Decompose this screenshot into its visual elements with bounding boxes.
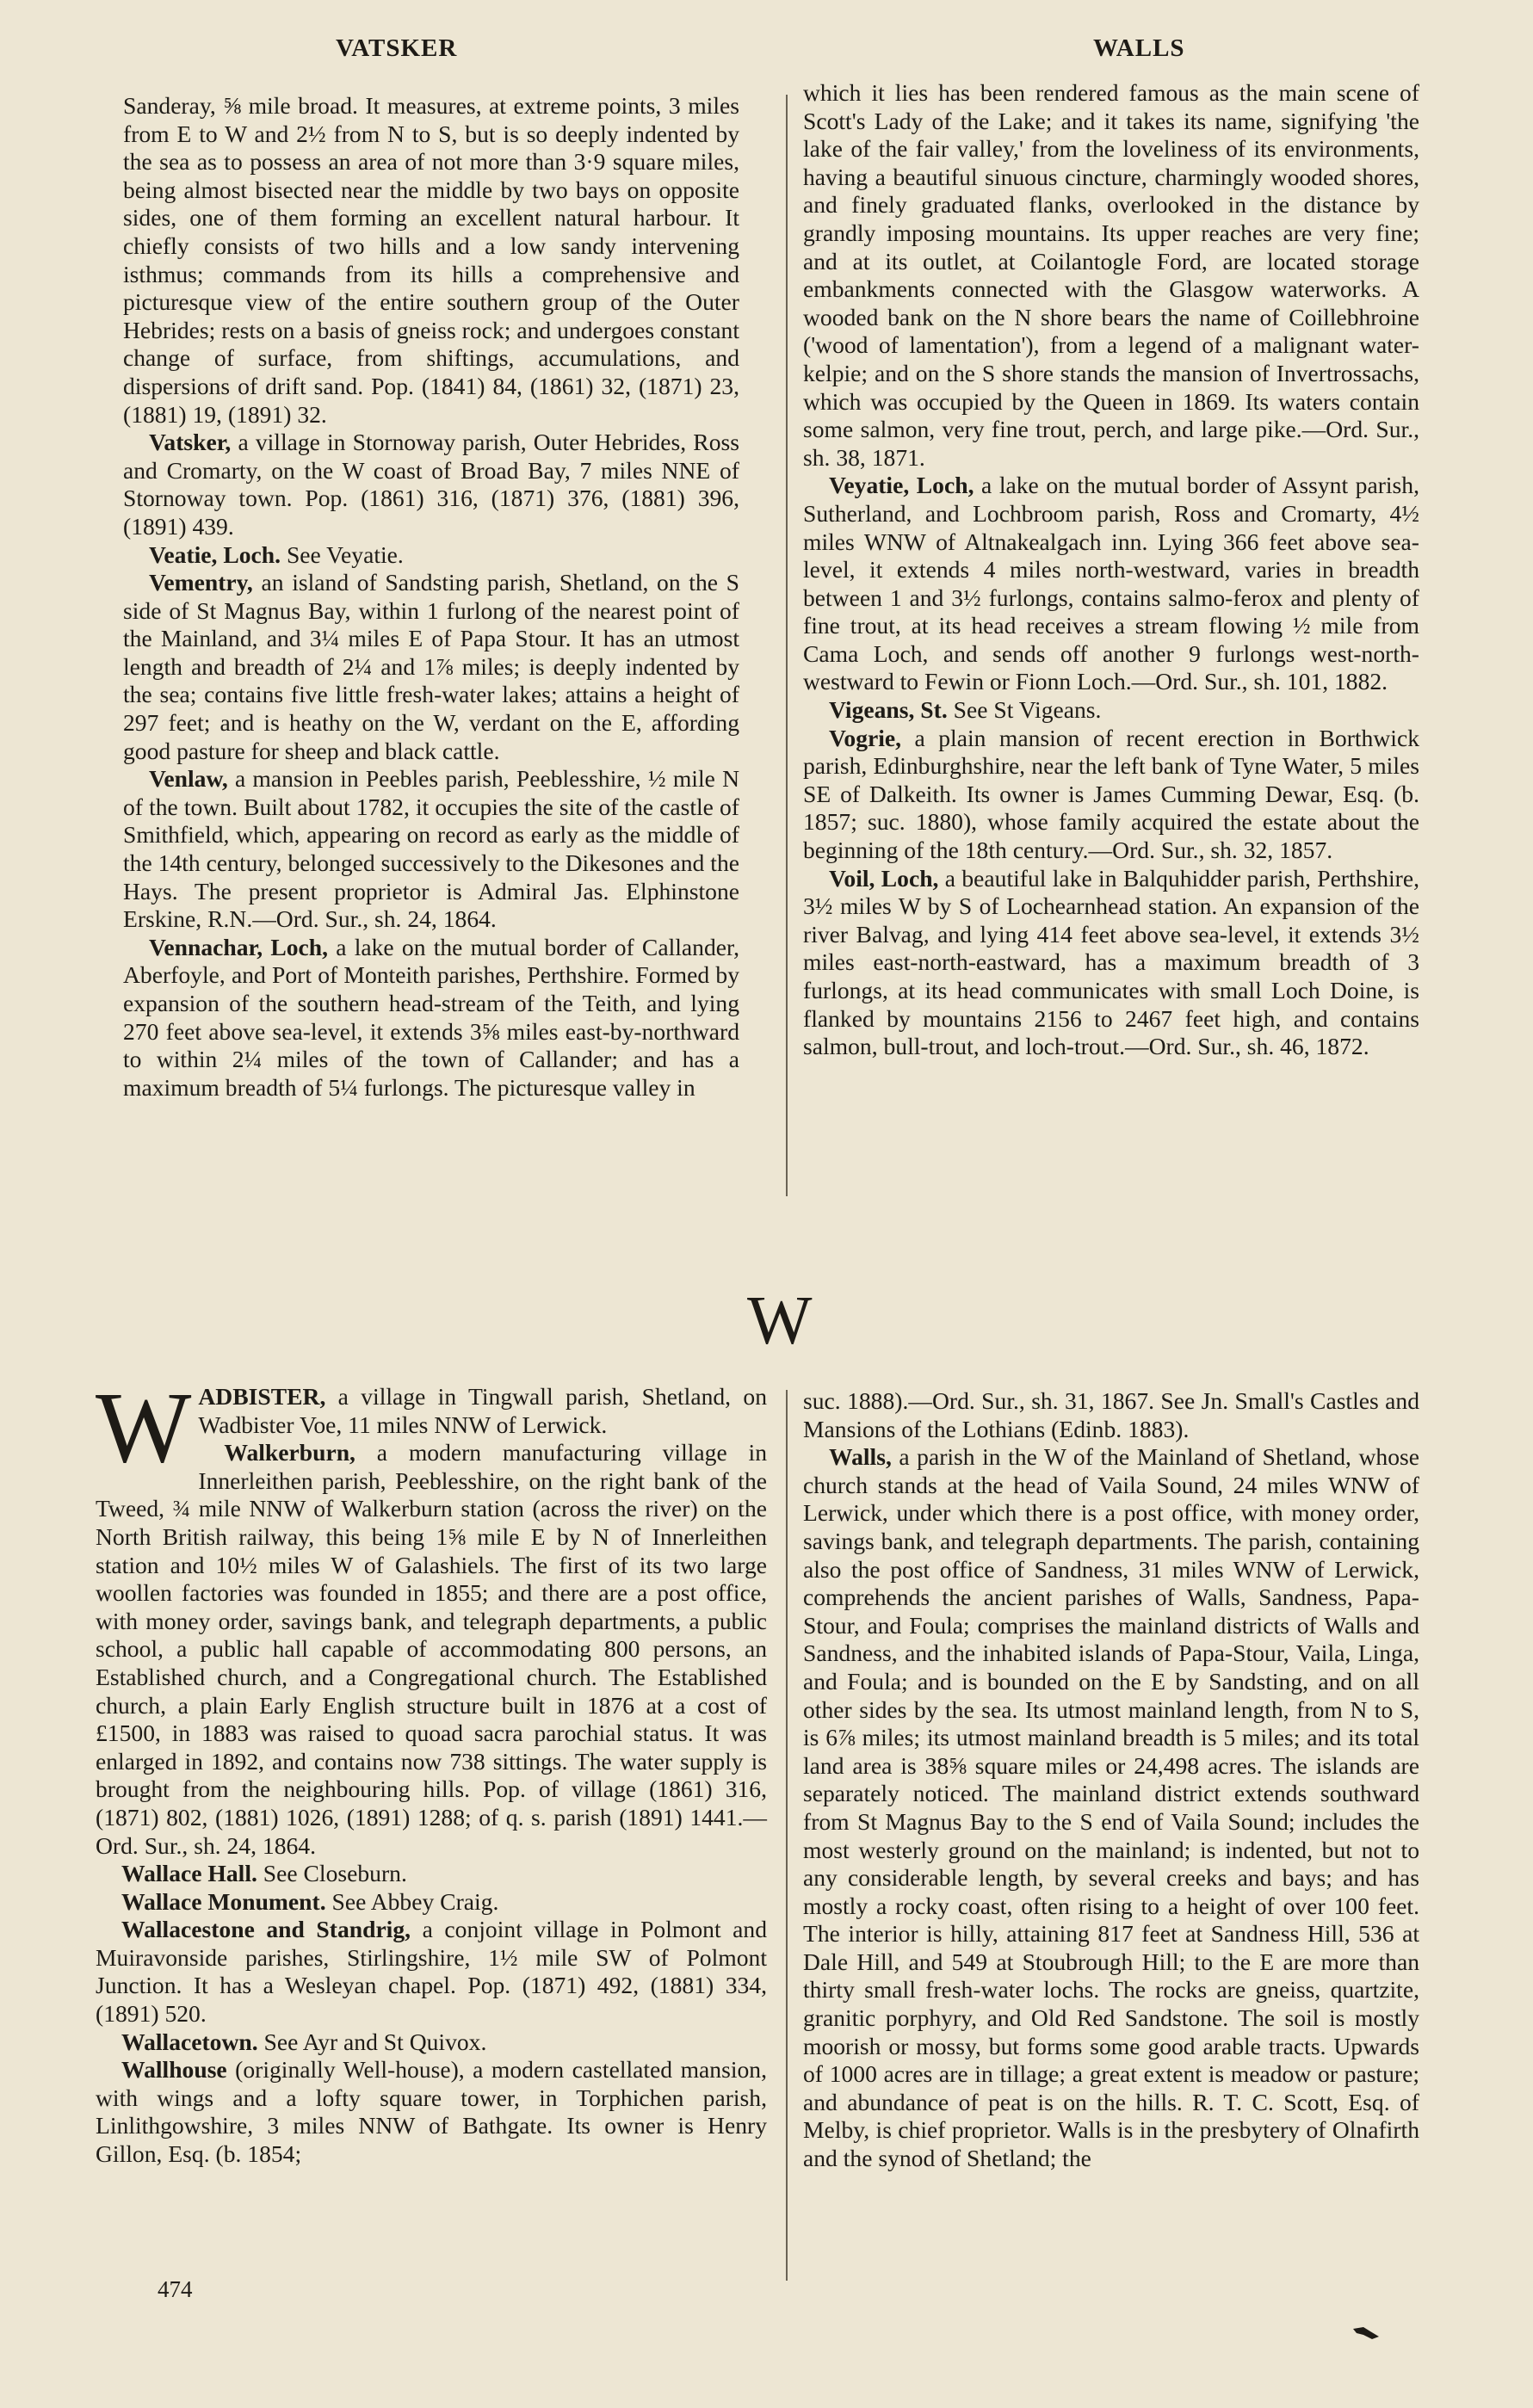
entry-text: a mansion in Peebles parish, Peeblesshire, ½ mile N of the town. Built about 1782, it occupies the site of the castle of Smithfield, which, appearing on record as early as the middle of the 14th century, belonged successively to the Dikesones and the Hays. The present proprietor is Admiral Jas. Elphinstone Erskine, R.N.—Ord. Sur., sh. 24, 1864. bbox=[123, 765, 739, 933]
entry-headword: Voil, Loch, bbox=[829, 864, 939, 892]
entry-text: See Closeburn. bbox=[257, 1860, 407, 1887]
entry-text: a lake on the mutual border of Callander, Aberfoyle, and Port of Monteith parishes, Perthshire. Formed by expansion of the southern head-stream of the Teith, and lying 270 feet above sea-level, it extends 3⅝ miles east-by-northward to within 2¼ miles of the town of Callander; and has a maximum breadth of 5¼ furlongs. The picturesque valley in bbox=[123, 933, 739, 1101]
drop-cap: W bbox=[96, 1371, 192, 1484]
column-top-left bbox=[123, 92, 739, 1102]
entry-headword: Veyatie, Loch, bbox=[829, 472, 974, 499]
entry-text: Sanderay, ⅝ mile broad. It measures, at extreme points, 3 miles from E to W and 2½ from N to S, but is so deeply indented by the sea as to possess an area of not more than 3·9 square miles, being almost bisected near the middle by two bays on opposite sides, one of them forming an excellent natural harbour. It chiefly consists of two hills and a low sandy intervening isthmus; commands from its hills a comprehensive and picturesque view of the entire southern group of the Outer Hebrides; rests on a basis of gneiss rock; and undergoes constant change of surface, from shiftings, accumulations, and dispersions of drift sand. Pop. (1841) 84, (1861) 32, (1871) 23, (1881) 19, (1891) 32. bbox=[123, 92, 739, 428]
entry-headword: Veatie, Loch. bbox=[149, 540, 281, 568]
entry-text: suc. 1888).—Ord. Sur., sh. 31, 1867. See Jn. Small's Castles and Mansions of the Lothians (Edinb. 1883). bbox=[803, 1387, 1419, 1442]
ink-blot-icon bbox=[1351, 2324, 1381, 2341]
gazetteer-entry bbox=[803, 725, 1419, 865]
gazetteer-entry bbox=[123, 541, 739, 570]
column-divider-bottom bbox=[786, 1390, 788, 2281]
gazetteer-entry bbox=[96, 1439, 767, 1860]
entry-text: a village in Tingwall parish, Shetland, on Wadbister Voe, 11 miles NNW of Lerwick. bbox=[198, 1383, 767, 1438]
entry-text: a beautiful lake in Balquhidder parish, Perthshire, 3½ miles W by S of Lochearnhead station. An expansion of the river Balvag, and lying 414 feet above sea-level, it extends 3½ miles east-north-eastward, has a maximum breadth of 3 furlongs, at its head communicates with small Loch Doine, is flanked by mountains 2156 to 2467 feet high, and contains salmon, bull-trout, and loch-trout.—Ord. Sur., sh. 46, 1872. bbox=[803, 864, 1420, 1060]
gazetteer-entry bbox=[803, 79, 1419, 472]
entry-headword: Wallhouse bbox=[121, 2056, 227, 2084]
running-head-right: WALLS bbox=[1093, 34, 1185, 62]
entry-text: See Abbey Craig. bbox=[325, 1887, 499, 1915]
entry-headword: Vementry, bbox=[149, 569, 253, 596]
entry-headword: Wallace Monument. bbox=[121, 1887, 326, 1915]
running-head-left: VATSKER bbox=[336, 34, 458, 62]
column-top-right bbox=[803, 79, 1419, 1061]
entry-headword: Venlaw, bbox=[149, 765, 228, 793]
entry-headword: ADBISTER, bbox=[198, 1383, 326, 1410]
gazetteer-entry bbox=[803, 472, 1419, 696]
entry-headword: Vatsker, bbox=[149, 429, 232, 456]
gazetteer-entry bbox=[123, 569, 739, 765]
gazetteer-entry bbox=[123, 92, 739, 429]
column-bottom-left bbox=[96, 1371, 768, 2169]
entry-text: a lake on the mutual border of Assynt parish, Sutherland, and Lochbroom parish, Ross and Cromarty, 4½ miles WNW of Altnakealgach inn. Lying 366 feet above sea-level, it extends 4 miles north-westward, varies in breadth between 1 and 3½ furlongs, contains salmo-ferox and plenty of fine trout, at its head receives a stream flowing ½ mile from Cama Loch, and sends off another 9 furlongs west-north-westward to Fewin or Fionn Loch.—Ord. Sur., sh. 101, 1882. bbox=[803, 472, 1419, 695]
entry-text: a village in Stornoway parish, Outer Hebrides, Ross and Cromarty, on the W coast of Broad Bay, 7 miles NNE of Stornoway town. Pop. (1861) 316, (1871) 376, (1881) 396, (1891) 439. bbox=[123, 429, 739, 540]
entry-headword: Wallacetown. bbox=[121, 2028, 258, 2055]
gazetteer-entry bbox=[803, 1387, 1419, 1443]
page-number: 474 bbox=[158, 2276, 193, 2302]
entry-headword: Walkerburn, bbox=[224, 1439, 355, 1466]
entry-text: a plain mansion of recent erection in Borthwick parish, Edinburghshire, near the left bank of Tyne Water, 5 miles SE of Dalkeith. Its owner is James Cumming Dewar, Esq. (b. 1857; suc. 1880), whose family acquired the estate about the beginning of the 18th century.—Ord. Sur., sh. 32, 1857. bbox=[803, 724, 1419, 864]
entry-text: a conjoint village in Polmont and Muiravonside parishes, Stirlingshire, 1½ mile SW of Polmont Junction. It has a Wesleyan chapel. Pop. (1871) 492, (1881) 334, (1891) 520. bbox=[96, 1916, 768, 2028]
entry-text: which it lies has been rendered famous as the main scene of Scott's Lady of the Lake; and it takes its name, signifying 'the lake of the fair valley,' from the loveliness of its environments, having a beautiful sinuous cincture, charmingly wooded shores, and finely graduated flanks, overlooked in the distance by grandly imposing mountains. Its upper reaches are very fine; and at its outlet, at Coilantogle Ford, are located storage embankments connected with the Glasgow waterworks. A wooded bank on the N shore bears the name of Coillebhroine ('wood of lamentation'), from a legend of a malignant water-kelpie; and on the S shore stands the mansion of Invertrossachs, which was occupied by the Queen in 1869. Its waters contain some salmon, very fine trout, perch, and large pike.—Ord. Sur., sh. 38, 1871. bbox=[803, 79, 1419, 471]
entry-headword: Vogrie, bbox=[829, 724, 902, 751]
entry-text: an island of Sandsting parish, Shetland, on the S side of St Magnus Bay, within 1 furlong of the nearest point of the Mainland, and 3¼ miles E of Papa Stour. It has an utmost length and breadth of 2¼ and 1⅞ miles; is deeply indented by the sea; contains five little fresh-water lakes; attains a height of 297 feet; and is heathy on the W, verdant on the E, affording good pasture for sheep and black cattle. bbox=[123, 569, 739, 764]
entry-headword: Wallace Hall. bbox=[121, 1860, 257, 1887]
gazetteer-entry bbox=[96, 2028, 767, 2057]
gazetteer-entry bbox=[96, 1888, 767, 1917]
entry-text: See Ayr and St Quivox. bbox=[257, 2028, 487, 2055]
entry-text: (originally Well-house), a modern castellated mansion, with wings and a lofty square tower, in Torphichen parish, Linlithgowshire, 3 miles NNW of Bathgate. Its owner is Henry Gillon, Esq. (b. 1854; bbox=[96, 2056, 767, 2168]
gazetteer-entry bbox=[803, 696, 1419, 725]
section-letter: W bbox=[747, 1283, 813, 1359]
gazetteer-entry bbox=[123, 429, 739, 540]
column-bottom-right bbox=[803, 1387, 1419, 2173]
gazetteer-entry bbox=[96, 2056, 767, 2168]
entry-headword: Vigeans, St. bbox=[829, 696, 948, 724]
gazetteer-entry bbox=[803, 1443, 1419, 2172]
gazetteer-entry bbox=[96, 1916, 767, 2028]
entry-text: See Veyatie. bbox=[281, 540, 404, 568]
entry-headword: Walls, bbox=[829, 1443, 892, 1471]
gazetteer-entry bbox=[96, 1860, 767, 1888]
entry-headword: Wallacestone and Standrig, bbox=[121, 1916, 411, 1943]
entry-headword: Vennachar, Loch, bbox=[149, 933, 329, 960]
entry-text: a parish in the W of the Mainland of Shetland, whose church stands at the head of Vaila Sound, 24 miles WNW of Lerwick, under which there is a post office, with money order, savings bank, and telegraph departments. The parish, containing also the post office of Sandness, 31 miles WNW of Lerwick, comprehends the ancient parishes of Walls, Sandness, Papa-Stour, and Foula; comprises the mainland districts of Walls and Sandness, and the inhabited islands of Papa-Stour, Vaila, Linga, and Foula; and is bounded on the E by Sandsting, and on all other sides by the sea. Its utmost mainland length, from N to S, is 6⅞ miles; its utmost mainland breadth is 5 miles; and its total land area is 38⅝ square miles or 24,498 acres. The islands are separately noticed. The mainland district extends southward from St Magnus Bay to the S end of Vaila Sound; includes the most westerly ground on the mainland; is indented, but not to any considerable length, by several creeks and bays; and has mostly a rocky coast, often rising to a height of over 100 feet. The interior is hilly, attaining 817 feet at Sandness Hill, 536 at Dale Hill, and 549 at Stoubrough Hill; to the E are more than thirty small fresh-water lochs. The rocks are gneiss, quartzite, granitic porphyry, and Old Red Sandstone. The soil is mostly moorish or mossy, but forms some good arable tracts. Upwards of 1000 acres are in tillage; a great extent is meadow or pasture; and abundance of peat is on the hills. R. T. C. Scott, Esq. of Melby, is chief proprietor. Walls is in the presbytery of Olnafirth and the synod of Shetland; the bbox=[803, 1443, 1419, 2172]
entry-text: See St Vigeans. bbox=[947, 696, 1102, 724]
gazetteer-entry bbox=[123, 934, 739, 1102]
gazetteer-entry bbox=[123, 765, 739, 934]
gazetteer-entry bbox=[803, 865, 1419, 1061]
entry-text: a modern manufacturing village in Innerleithen parish, Peeblesshire, on the right bank of the Tweed, ¾ mile NNW of Walkerburn station (across the river) on the North British railway, this being 1⅝ mile E by N of Innerleithen station and 10½ miles W of Galashiels. The first of its two large woollen factories was founded in 1855; and there are a post office, with money order, savings bank, and telegraph departments, a public school, a public hall capable of accommodating 800 persons, an Established church, and a Congregational church. The Established church, a plain Early English structure built in 1876 at a cost of £1500, in 1883 was raised to quoad sacra parochial status. It was enlarged in 1892, and contains now 738 sittings. The water supply is brought from the neighbouring hills. Pop. of village (1861) 316, (1871) 802, (1881) 1026, (1891) 1288; of q. s. parish (1891) 1441.—Ord. Sur., sh. 24, 1864. bbox=[96, 1439, 767, 1859]
column-divider-top bbox=[786, 95, 788, 1196]
